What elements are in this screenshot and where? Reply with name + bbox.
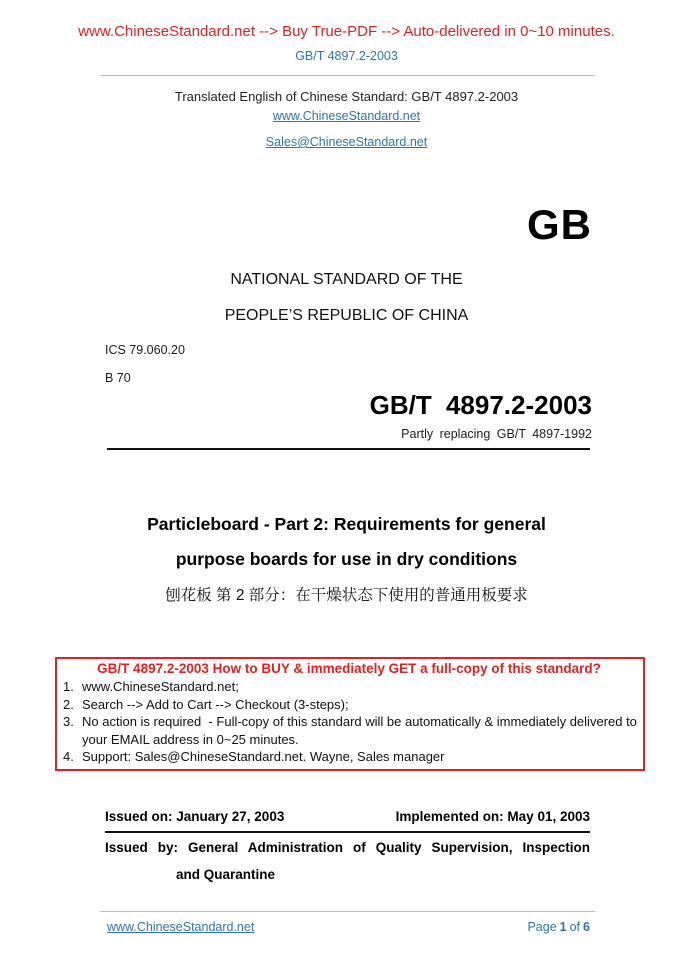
- issued-on-label: Issued on: January 27, 2003: [105, 809, 285, 824]
- issue-divider: [105, 831, 590, 833]
- gb-logo: GB: [527, 201, 592, 248]
- issued-by-line-1: Issued by: General Administration of Quality Supervision, Inspection: [105, 840, 590, 855]
- standard-title-zh: 刨花板 第 2 部分：在干燥状态下使用的普通用板要求: [165, 587, 528, 604]
- footer-site-link[interactable]: www.ChineseStandard.net: [107, 920, 255, 934]
- website-link-wrap: [0, 109, 693, 123]
- issued-by-line-2: and Quarantine: [176, 867, 276, 882]
- implemented-on-label: Implemented on: May 01, 2003: [395, 809, 590, 824]
- buy-box: [55, 657, 645, 771]
- buy-box-item: [61, 713, 641, 748]
- header-divider: [100, 75, 595, 76]
- footer-divider: [100, 911, 595, 912]
- standard-code: GB/T 4897.2-2003: [369, 390, 592, 420]
- item-text: www.ChineseStandard.net;: [82, 679, 239, 694]
- of-word: of: [569, 920, 581, 934]
- sales-email-link-wrap: [0, 135, 693, 149]
- page-number: 1: [559, 920, 567, 934]
- page-word: Page: [527, 920, 557, 934]
- translated-title: Translated English of Chinese Standard: GB/T 4897.2-2003: [174, 89, 519, 104]
- sales-email-link[interactable]: Sales@ChineseStandard.net: [265, 135, 428, 149]
- classification-code: B 70: [105, 371, 131, 385]
- item-number: 2.: [63, 696, 74, 712]
- buy-box-title: GB/T 4897.2-2003 How to BUY & immediately GET a full-copy of this standard?: [97, 661, 601, 676]
- standard-title-en-line-2: purpose boards for use in dry conditions: [175, 549, 518, 569]
- promo-banner: www.ChineseStandard.net --> Buy True-PDF --> Auto-delivered in 0~10 minutes.: [78, 23, 615, 40]
- standard-title-en-line-1: Particleboard - Part 2: Requirements for general: [147, 514, 546, 534]
- buy-box-item: [61, 748, 637, 766]
- item-number: 1.: [63, 679, 74, 694]
- national-standard-line-2: PEOPLE’S REPUBLIC OF CHINA: [224, 307, 469, 324]
- ics-code: ICS 79.060.20: [105, 343, 185, 357]
- buy-box-item: [61, 696, 637, 714]
- issue-dates-row: [105, 809, 590, 824]
- standard-ref-header: GB/T 4897.2-2003: [295, 49, 398, 63]
- page-indicator: [527, 920, 590, 934]
- national-standard-line-1: NATIONAL STANDARD OF THE: [230, 271, 463, 288]
- item-text: Search --> Add to Cart --> Checkout (3-steps);: [82, 696, 349, 712]
- footer: [107, 920, 590, 934]
- title-divider: [107, 448, 590, 450]
- website-link[interactable]: www.ChineseStandard.net: [272, 109, 421, 123]
- total-pages: 6: [583, 920, 590, 934]
- buy-box-item: [61, 678, 637, 696]
- replacing-note: Partly replacing GB/T 4897-1992: [401, 427, 592, 441]
- item-text: No action is required - Full-copy of this standard will be automatically & immediately delivered to your EMAIL address in 0~25 minutes.: [82, 714, 641, 747]
- item-number: 4.: [63, 749, 74, 764]
- item-number: 3.: [63, 714, 74, 729]
- item-text: Support: Sales@ChineseStandard.net. Wayne, Sales manager: [82, 749, 445, 764]
